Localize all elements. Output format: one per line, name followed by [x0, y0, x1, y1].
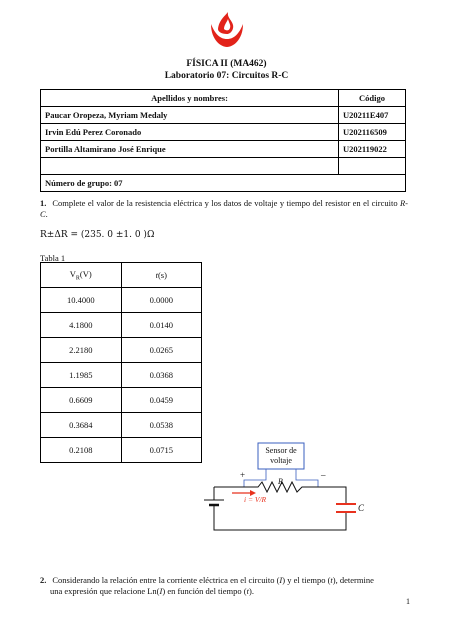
time-header: t(s) [121, 263, 202, 288]
voltage-header: $V_R(V)$ [41, 263, 122, 288]
team-table [40, 89, 406, 192]
rc-circuit-diagram [200, 440, 370, 536]
table-row [41, 413, 202, 438]
team-table-header [41, 90, 406, 107]
table-row [41, 124, 406, 141]
table-row-empty [41, 158, 406, 175]
table-row [41, 313, 202, 338]
voltage-cell: 0.6609 [41, 388, 122, 413]
table-row [41, 107, 406, 124]
question-2-number: 2. [40, 575, 47, 585]
member-name: Irvin Edú Perez Coronado [41, 124, 339, 141]
voltage-cell: 0.3684 [41, 413, 122, 438]
sensor-label-line2: voltaje [270, 456, 292, 465]
empty-cell [41, 158, 339, 175]
table-row [41, 363, 202, 388]
voltage-cell: 4.1800 [41, 313, 122, 338]
upc-logo-icon [207, 10, 247, 50]
time-cell: 0.0715 [121, 438, 202, 463]
data-table [40, 262, 202, 463]
table-row [41, 438, 202, 463]
minus-sign: – [321, 470, 326, 480]
sensor-lead-right [296, 469, 318, 487]
voltage-cell: 0.2108 [41, 438, 122, 463]
question-2: 2. Considerando la relación entre la corriente eléctrica en el circuito (I) y el tiempo (t), determine una expresión que relacione Ln(I) en función del tiempo (t). [40, 575, 374, 596]
group-row [41, 175, 406, 192]
lab-title: Laboratorio 07: Circuitos R-C [164, 71, 289, 81]
question-1-text: Complete el valor de la resistencia eléctrica y los datos de voltaje y tiempo del resistor en el circuito [52, 198, 398, 208]
member-code: U202119022 [339, 141, 406, 158]
sensor-label-line1: Sensor de [265, 446, 297, 455]
question-1-circuit-type: R-C [40, 198, 409, 219]
time-cell: 0.0000 [121, 288, 202, 313]
code-header: Código [339, 90, 406, 107]
table-row [41, 388, 202, 413]
table-row [41, 288, 202, 313]
data-table-header [41, 263, 202, 288]
table-1-caption: Tabla 1 [40, 253, 66, 263]
time-cell: 0.0538 [121, 413, 202, 438]
bottom-wire [214, 505, 346, 530]
question-1-number: 1. [40, 198, 47, 208]
page-number: 1 [406, 597, 410, 606]
resistance-value: R±ΔR = (235. 0 ±1. 0 )Ω [40, 230, 155, 240]
empty-cell [339, 158, 406, 175]
time-cell: 0.0265 [121, 338, 202, 363]
plus-sign: + [240, 470, 246, 480]
voltage-cell: 10.4000 [41, 288, 122, 313]
member-name: Paucar Oropeza, Myriam Medaly [41, 107, 339, 124]
question-1: 1. Complete el valor de la resistencia eléctrica y los datos de voltaje y tiempo del resistor en el circuito R-C. [40, 198, 409, 219]
member-code: U20211E407 [339, 107, 406, 124]
time-cell: 0.0368 [121, 363, 202, 388]
course-title: FÍSICA II (MA462) [186, 59, 267, 69]
capacitor-label: C [358, 503, 365, 513]
voltage-cell: 2.2180 [41, 338, 122, 363]
names-header: Apellidos y nombres: [41, 90, 339, 107]
member-name: Portilla Altamirano José Enrique [41, 141, 339, 158]
time-cell: 0.0459 [121, 388, 202, 413]
resistor-label: R [278, 477, 283, 486]
time-cell: 0.0140 [121, 313, 202, 338]
group-number: Número de grupo: 07 [41, 175, 406, 192]
table-row [41, 141, 406, 158]
voltage-cell: 1.1985 [41, 363, 122, 388]
table-row [41, 338, 202, 363]
member-code: U202116509 [339, 124, 406, 141]
current-label: i = V/R [244, 495, 267, 504]
